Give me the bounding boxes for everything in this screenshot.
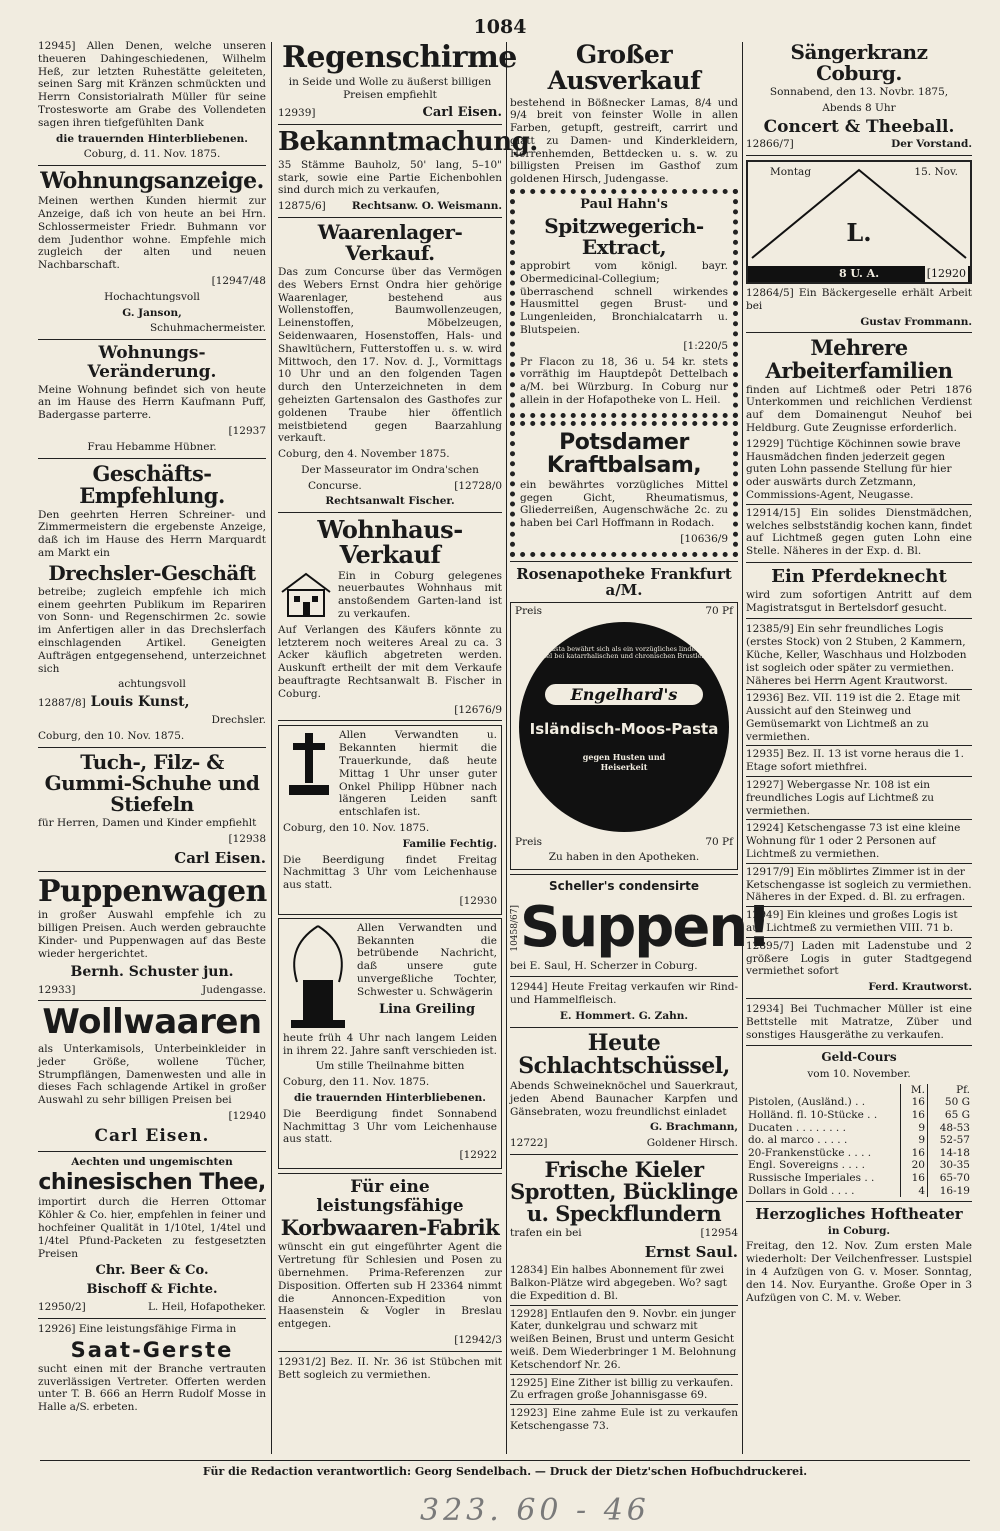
logis-ad-2: 12927] Webergasse Nr. 108 ist ein freundliches Logis auf Lichtmeß zu vermiethen. <box>746 779 972 820</box>
fleisch-sign: E. Hommert. G. Zahn. <box>559 1010 689 1023</box>
cours-table <box>746 1084 972 1197</box>
stube-text: 12931/2] Bez. II. Nr. 36 ist Stübchen mit Bett sogleich zu vermiethen. <box>278 1355 502 1381</box>
sprotten-text: trafen ein bei <box>510 1227 582 1240</box>
geschaeft-title: Geschäfts-Empfehlung. <box>79 460 225 508</box>
woll-title: Wollwaaren <box>42 1002 262 1043</box>
waaren-sign-3: Rechtsanwalt Fischer. <box>325 495 455 508</box>
page-number: 1084 <box>473 16 527 38</box>
geschaeft-sign: achtungsvoll <box>118 678 186 691</box>
pasta-price-label: Preis <box>515 604 543 617</box>
baecker-text: 12864/5] Ein Bäckergeselle erhält Arbeit bei <box>746 287 972 312</box>
divider <box>38 165 266 166</box>
schirme-ref: 12939] <box>278 106 316 119</box>
thee-title: chinesischen Thee, <box>38 1170 266 1196</box>
suppen-ref: 10458/67] <box>510 904 520 952</box>
l-time-bar <box>748 266 970 282</box>
divider <box>38 871 266 872</box>
moebl-zimmer-ad: 12917/9] Ein möblirtes Zimmer ist in der Ketschengasse ist sogleich zu vermiethen. Näheres in der Exped. d. Bl. zu erfragen. <box>746 866 972 907</box>
l-date: 15. Nov. <box>914 166 958 179</box>
divider <box>746 155 972 156</box>
l-ref: [12920 <box>926 267 966 281</box>
schirme-text: in Seide und Wolle zu äußerst billigen Preisen empfiehlt <box>288 76 492 101</box>
kleine-wohnung-ad: 12924] Ketschengasse 73 ist eine kleine Wohnung für 1 oder 2 Personen auf Lichtmeß zu vermiethen. <box>746 822 972 863</box>
tod1-burial: Die Beerdigung findet Freitag Nachmittag 3 Uhr vom Leichenhause aus statt. <box>283 853 497 892</box>
cours-col-pf: Pf. <box>928 1084 973 1097</box>
logis-ad-1: 12385/9] Ein sehr freundliches Logis (erstes Stock) von 2 Stuben, 2 Kammern, Küche, Keller, Waschhaus und Holzboden ist sogleich oder später zu vermiethen. Näheres bei Herrn Agent Krautworst. <box>746 623 972 690</box>
divider <box>746 332 972 333</box>
cours-cell-m: 4 <box>901 1185 928 1198</box>
cours-title: Geld-Cours <box>821 1050 897 1065</box>
tod2-burial: Die Beerdigung findet Sonnabend Nachmittag 3 Uhr vom Leichenhause aus statt. <box>283 1107 497 1146</box>
tod1-text: Allen Verwandten u. Bekannten hiermit die Trauerkunde, daß heute Mittag 1 Uhr unser guter Onkel Philipp Hübner nach längeren Leiden sanft entschlafen ist. <box>339 729 497 819</box>
logis-ad-3: 12949] Ein kleines und großes Logis ist auf Lichtmeß zu vermiethen VIII. 71 b. <box>746 909 972 938</box>
column-1 <box>38 40 266 1455</box>
cours-row <box>746 1185 972 1198</box>
hahn-box <box>510 189 738 418</box>
divider <box>278 512 502 513</box>
pasta-brand: Engelhard's <box>545 684 703 705</box>
pasta-sub: gegen Husten und Heiserkeit <box>582 751 666 772</box>
waaren-sign-2: Concurse. <box>308 479 362 492</box>
cours-row <box>746 1159 972 1172</box>
tod2-ref: [12922 <box>459 1149 497 1162</box>
knecht-title: Ein Pferdeknecht <box>771 565 947 587</box>
cours-cell-pf: 65-70 <box>928 1172 973 1185</box>
potsdamer-text: ein bewährtes vorzügliches Mittel gegen Gicht, Rheumatismus, Gliederreißen, Augenschwäche 2c. zu haben bei Carl Hoffmann in Rodach. <box>520 478 728 530</box>
divider <box>278 124 502 125</box>
cours-cell-pf: 52-57 <box>928 1134 973 1147</box>
sprotten-title: Frische Kieler Sprotten, Bücklinge u. Speckflundern <box>510 1157 738 1227</box>
divider <box>510 561 738 562</box>
tod1-sign: Familie Fechtig. <box>402 837 497 850</box>
veraenderung-sign: Frau Hebamme Hübner. <box>87 440 217 453</box>
wohnhaus-ref: [12676/9 <box>454 703 502 716</box>
kater-ad: 12928] Entlaufen den 9. Novbr. ein junger Kater, dunkelgrau und schwarz mit weißen Beinen, Brust und unterm Gesicht weiß. Dem Wiederbringer 1 M. Belohnung Ketschendorf Nr. 26. <box>510 1308 738 1375</box>
tod2-sign: die trauernden Hinterbliebenen. <box>294 1091 486 1104</box>
cours-cell-name: Holländ. fl. 10-Stücke . . <box>748 1109 878 1122</box>
tuch-title: Tuch-, Filz- & Gummi-Schuhe und Stiefeln <box>44 749 260 816</box>
etage-ad-2: 12935] Bez. II. 13 ist vorne heraus die 1. Etage sofort miethfrei. <box>746 748 972 777</box>
wohnung-ref: [12947/48 <box>211 275 266 288</box>
theater-text: Freitag, den 12. Nov. Zum ersten Male wiederholt: Der Veilchenfresser. Lustspiel in 4 Aufzügen von G. v. Moser. Sonntag, den 14. Nov. Euryanthe. Große Oper in 3 Aufzügen von C. M. v. Weber. <box>746 1240 972 1304</box>
veraenderung-text: Meine Wohnung befindet sich von heute an im Hause des Herrn Kaufmann Puff, Badergasse parterre. <box>38 383 266 422</box>
column-4 <box>746 40 972 1455</box>
korb-line-1: Für eine leistungsfähige <box>316 1176 464 1216</box>
l-letter: L. <box>846 218 872 248</box>
l-time: 8 U. A. <box>838 267 880 281</box>
death-notice-box-1 <box>278 725 502 914</box>
hahn-title-2: Spitzwegerich-Extract, <box>544 213 704 259</box>
schlacht-ref: 12722] <box>510 1137 548 1150</box>
sprotten-name: Ernst Saul. <box>644 1242 738 1261</box>
puppen-text: in großer Auswahl empfehle ich zu billigen Preisen. Auch werden gebrauchte Kinder- und Puppenwagen auf das Beste wieder hergerichtet. <box>38 909 266 960</box>
veraenderung-ref: [12937 <box>228 425 266 437</box>
cours-cell-m: 16 <box>901 1172 928 1185</box>
divider <box>278 1351 502 1352</box>
cours-row <box>746 1134 972 1147</box>
tod2-text-3: Um stille Theilnahme bitten <box>315 1060 465 1073</box>
death-notice-box-2 <box>278 918 502 1169</box>
cours-cell-m: 9 <box>901 1134 928 1147</box>
footer-imprint: Für die Redaction verantwortlich: Georg Sendelbach. — Druck der Dietz'schen Hofbuchdruckerei. <box>40 1460 970 1478</box>
tombstone-icon <box>283 922 353 1032</box>
waaren-date: Coburg, den 4. November 1875. <box>278 448 450 461</box>
divider <box>510 976 738 977</box>
tuch-text: für Herren, Damen und Kinder empfiehlt <box>38 816 257 829</box>
puppen-street: Judengasse. <box>202 983 266 996</box>
wohnung-title: Wohnungsanzeige. <box>40 168 264 195</box>
cours-row <box>746 1172 972 1185</box>
schirme-title: Regenschirme <box>282 40 517 76</box>
knecht-text: wird zum sofortigen Antritt auf dem Magistratsgut in Bertelsdorf gesucht. <box>746 588 972 614</box>
cours-cell-pf: 16-19 <box>928 1185 973 1198</box>
thee-sign-3: L. Heil, Hofapotheker. <box>147 1301 266 1314</box>
divider <box>38 1151 266 1152</box>
laden-sign: Ferd. Krautworst. <box>868 981 972 994</box>
thee-line-1: Aechten und ungemischten <box>71 1155 233 1168</box>
divider <box>510 874 738 875</box>
geschaeft-name: Louis Kunst, <box>90 694 190 711</box>
divider <box>38 339 266 340</box>
puppen-ref: 12933] <box>38 983 76 996</box>
cours-cell-pf: 48-53 <box>928 1122 973 1135</box>
cours-row <box>746 1109 972 1122</box>
divider <box>510 1154 738 1155</box>
tod2-date: Coburg, den 11. Nov. 1875. <box>283 1076 430 1089</box>
rosen-title: Rosenapotheke Frankfurt a/M. <box>516 564 732 600</box>
cours-cell-pf: 30-35 <box>928 1159 973 1172</box>
geschaeft-title-2: Drechsler-Geschäft <box>48 560 256 585</box>
saenger-title: Sängerkranz Coburg. <box>790 40 928 85</box>
divider <box>746 618 972 619</box>
cours-cell-m: 9 <box>901 1122 928 1135</box>
potsdamer-box <box>510 421 738 557</box>
geschaeft-text-1: Den geehrten Herren Schreiner- und Zimmermeistern die ergebenste Anzeige, daß ich im Hause des Herrn Marquardt am Markt ein <box>38 508 266 560</box>
cours-cell-name: Dollars in Gold . . . . <box>748 1184 855 1197</box>
wohnhaus-title: Wohnhaus-Verkauf <box>317 515 463 570</box>
divider <box>746 998 972 999</box>
cours-cell-m: 16 <box>901 1147 928 1160</box>
ausverkauf-text: bestehend in Bößnecker Lamas, 8/4 und 9/4 breit von feinster Wolle in allen Farben, getupft, gestreift, carrirt und glatt zu Damen- und Kinderkleidern, Herrenhemden, Bettdecken u. s. w. zu billigsten Preisen im Gasthof zum goldenen Hirsch, Judengasse. <box>510 96 738 186</box>
hahn-text-2: Pr Flacon zu 18, 36 u. 54 kr. stets vorräthig im Hauptdepôt Dettelbach a/M. bei Würzburg. In Coburg nur allein in der Hofapotheke von L. Heil. <box>520 355 728 406</box>
hahn-text: approbirt vom königl. bayr. Obermedicinal-Collegium; überraschend schnell wirkendes Hausmittel gegen Brust- und Lungenleiden, Bronchialcatarrh u. Blutspeien. <box>520 259 728 336</box>
cours-row <box>746 1122 972 1135</box>
woll-ref: [12940 <box>228 1110 266 1123</box>
abo-ad: 12834] Ein halbes Abonnement für zwei Balkon-Plätze wird abgegeben. Wo? sagt die Expedition d. Bl. <box>510 1264 738 1305</box>
cours-cell-name: Ducaten . . . . . . . . <box>748 1121 846 1134</box>
familien-text: finden auf Lichtmeß oder Petri 1876 Unterkommen und reichlichen Verdienst auf dem Domainengut Neuhof bei Heldburg. Gute Zeugnisse erforderlich. <box>746 383 972 434</box>
geschaeft-text-2: betreibe; zugleich empfehle ich mich einem geehrten Publikum im Repariren von Sonn- und Regenschirmen 2c. sowie im Anfertigen aller in das Drechslerfach einschlagenden Artikel. Geneigten Aufträgen entgegensehend, unterzeichnet sich <box>38 585 266 675</box>
bekannt-sign: Rechtsanw. O. Weismann. <box>351 200 502 213</box>
death-notice-sign: die trauernden Hinterbliebenen. <box>56 132 248 145</box>
koechin-ad: 12929] Tüchtige Köchinnen sowie brave Hausmädchen finden jederzeit gegen guten Lohn passende Stellung für hier oder auswärts durch Zetzmann, Commissions-Agent, Neugasse. <box>746 438 972 505</box>
column-rule <box>271 42 272 1454</box>
saenger-date: Sonnabend, den 13. Novbr. 1875, <box>769 86 949 98</box>
cours-cell-pf: 50 G <box>928 1096 973 1109</box>
l-notice-box <box>746 160 972 284</box>
wohnhaus-text-2: Auf Verlangen des Käufers könnte zu letzterem noch weiteres Areal zu ca. 3 Acker käuflich abgetreten werden. Auskunft ertheilt der mit dem Verkaufe beauftragte Rechtsanwalt B. Fischer in Coburg. <box>278 623 502 700</box>
thee-sign-2: Bischoff & Fichte. <box>86 1282 218 1298</box>
divider <box>38 747 266 748</box>
house-icon <box>278 570 334 618</box>
bekannt-text: 35 Stämme Bauholz, 50' lang, 5–10" stark, sowie eine Partie Eichenbohlen sind durch mich zu verkaufen, <box>278 158 502 197</box>
pencil-note: 323. 60 - 46 <box>420 1493 650 1528</box>
pasta-box <box>510 602 738 870</box>
pasta-where: Zu haben in den Apotheken. <box>548 851 700 864</box>
schlacht-title: Heute Schlachtschüssel, <box>518 1029 730 1079</box>
saat-title: Saat-Gerste <box>70 1337 234 1362</box>
hahn-title-1: Paul Hahn's <box>580 197 668 213</box>
thee-text: importirt durch die Herren Ottomar Köhler & Co. hier, empfehlen in feiner und hochfeiner Qualität in 1/10tel, 1/4tel und 1/4tel Pfund-Packeten zu festgesetzten Preisen <box>38 1196 266 1260</box>
saenger-time: Abends 8 Uhr <box>822 101 896 114</box>
cours-cell-name: Pistolen, (Ausländ.) . . <box>748 1096 866 1109</box>
l-day: Montag <box>770 166 812 179</box>
saat-text-1: 12926] Eine leistungsfähige Firma in <box>38 1322 237 1335</box>
pasta-ring-text: Die Pasta bewährt sich als ein vorzügliches linderndes Mittel bei katarrhalischen und chronischen Brustleiden <box>532 644 716 661</box>
cours-cell-name: Russische Imperiales . . <box>748 1172 875 1184</box>
fleisch-text: 12944] Heute Freitag verkaufen wir Rind- und Hammelfleisch. <box>510 981 738 1007</box>
wohnung-sign-2: G. Janson, <box>122 306 182 319</box>
korb-text: wünscht ein gut eingeführter Agent die Vertretung für Schlesien und Posen zu übernehmen. Prima-Referenzen zur Disposition. Offerten sub H 23364 nimmt die Annoncen-Expedition von Haasenstein & Vogler in Breslau entgegen. <box>278 1241 502 1331</box>
cours-row <box>746 1096 972 1109</box>
divider <box>278 217 502 218</box>
bett-ad: 12934] Bei Tuchmacher Müller ist eine Bettstelle mit Matratze, Züber und sonstiges Hausgeräthe zu verkaufen. <box>746 1003 972 1041</box>
ausverkauf-title: Großer Ausverkauf <box>547 40 701 96</box>
saenger-sign: Der Vorstand. <box>891 138 972 151</box>
veraenderung-title: Wohnungs-Veränderung. <box>87 343 217 382</box>
wohnung-sign-1: Hochachtungsvoll <box>104 290 200 303</box>
etage-ad: 12936] Bez. VII. 119 ist die 2. Etage mit Aussicht auf den Steinweg und Gemüsemarkt von Lichtmeß an zu vermiethen. <box>746 692 972 746</box>
theater-sub: in Coburg. <box>827 1224 891 1237</box>
cours-date: vom 10. November. <box>807 1068 911 1081</box>
divider <box>746 1201 972 1202</box>
pasta-name: Isländisch-Moos-Pasta <box>529 719 719 738</box>
waaren-text: Das zum Concurse über das Vermögen des Webers Ernst Ondra hier gehörige Waarenlager, bestehend aus Wollenstoffen, Baumwollenzeugen, Leinenstoffen, Möbelzeugen, Seidenwaaren, Hosenstoffen, Hals- und Shawltüchern, Futterstoffen u. s. w. wird Mittwoch, den 17. Nov. d. J., Vormittags 10 Uhr und an den folgenden Tagen durch den Unterzeichneten in dem geheizten Gartensalon des Gasthofes zur goldenen Traube hier öffentlich meistbietend gegen Baarzahlung verkauft. <box>278 265 502 445</box>
divider <box>278 1173 502 1174</box>
laden-ad: 12895/7] Laden mit Ladenstube und 2 größere Logis in guter Stadtgegend vermiethet sofort <box>746 939 972 978</box>
potsdamer-ref: [10636/9 <box>680 533 728 546</box>
tod2-name: Lina Greiling <box>378 1001 476 1017</box>
cross-icon <box>283 729 335 799</box>
puppen-name: Bernh. Schuster jun. <box>70 963 234 980</box>
cours-row <box>746 1147 972 1160</box>
familien-title: Mehrere Arbeiterfamilien <box>765 335 953 383</box>
pasta-price-label-2: Preis <box>515 835 543 848</box>
saat-text-2: sucht einen mit der Branche vertrauten zuverlässigen Vertreter. Offerten werden unter T. B. 666 an Herrn Rudolf Mosse in Halle a/S. erbeten. <box>38 1362 266 1414</box>
waaren-title: Waarenlager-Verkauf. <box>317 219 463 265</box>
tod1-ref: [12930 <box>459 894 497 907</box>
tod2-text-2: heute früh 4 Uhr nach langem Leiden in ihrem 22. Jahre sanft verschieden ist. <box>283 1031 497 1057</box>
saenger-ref: 12866/7] <box>746 138 794 151</box>
saenger-event: Concert & Theeball. <box>763 116 955 137</box>
tuch-sign: Carl Eisen. <box>174 848 266 867</box>
tod1-date: Coburg, den 10. Nov. 1875. <box>283 822 430 834</box>
divider <box>38 1318 266 1319</box>
cours-cell-m: 16 <box>901 1109 928 1122</box>
korb-title: Korbwaaren-Fabrik <box>280 1215 500 1241</box>
wohnung-sign-3: Schuhmachermeister. <box>149 322 266 335</box>
cours-cell-pf: 14-18 <box>928 1147 973 1160</box>
waaren-sign-1: Der Masseurator im Ondra'schen <box>301 463 479 476</box>
thee-ref: 12950/2] <box>38 1301 86 1314</box>
schirme-sign: Carl Eisen. <box>422 104 502 120</box>
wohnhaus-text-1: Ein in Coburg gelegenes neuerbautes Wohnhaus mit anstoßendem Garten-land ist zu verkaufen. <box>338 569 502 621</box>
thee-sign-1: Chr. Beer & Co. <box>95 1263 209 1279</box>
scheller-title: Scheller's condensirte <box>549 879 699 894</box>
geschaeft-date: Coburg, den 10. Nov. 1875. <box>38 730 185 743</box>
geschaeft-job: Drechsler. <box>211 714 266 727</box>
wohnung-text: Meinen werthen Kunden hiermit zur Anzeige, daß ich von heute an bei Hrn. Schlossermeister Friedr. Buhmann vor dem Judenthor wohne. Empfehle mich zugleich der alten und neuen Nachbarschaft. <box>38 195 266 272</box>
divider <box>510 1027 738 1028</box>
pasta-seal <box>519 622 729 832</box>
suppen-title: Suppen! <box>520 894 770 960</box>
potsdamer-title: Potsdamer Kraftbalsam, <box>546 429 702 478</box>
korb-ref: [12942/3 <box>454 1333 502 1346</box>
cours-cell-m: 20 <box>901 1159 928 1172</box>
divider <box>746 562 972 563</box>
divider <box>746 1045 972 1046</box>
pasta-price: 70 Pf <box>705 604 733 617</box>
woll-text: als Unterkamisols, Unterbeinkleider in jeder Größe, wollene Tücher, Strumpflängen, Damenwesten und alle in dieses Fach schlagende Artikel in großer Auswahl zu sehr billigen Preisen bei <box>38 1043 266 1107</box>
puppen-title: Puppenwagen <box>38 873 267 909</box>
column-rule <box>742 42 743 1454</box>
schlacht-place: Goldener Hirsch. <box>646 1137 738 1150</box>
cours-cell-pf: 65 G <box>928 1109 973 1122</box>
woll-sign: Carl Eisen. <box>94 1125 210 1146</box>
death-notice-date: Coburg, d. 11. Nov. 1875. <box>83 148 221 161</box>
death-notice: 12945] Allen Denen, welche unseren theueren Dahingeschiedenen, Wilhelm Heß, zur letzten Ruhestätte geleiteten, seinen Sarg mit Kränzen schmückten und Herrn Consistorialrath Müller für seine Trostesworte am Grabe des Vollendeten sagen ihren tiefgefühlten Dank <box>38 40 266 129</box>
divider <box>38 1000 266 1001</box>
cours-cell-name: Engl. Sovereigns . . . . <box>748 1159 866 1172</box>
divider <box>38 458 266 459</box>
schlacht-text: Abends Schweineknöchel und Sauerkraut, jeden Abend Baunacher Karpfen und Gänsebraten, wozu freundlichst einladet <box>510 1080 738 1118</box>
tuch-ref: [12938 <box>228 832 266 845</box>
baecker-sign: Gustav Frommann. <box>860 315 972 328</box>
column-rule <box>506 42 507 1454</box>
suppen-text: bei E. Saul, H. Scherzer in Coburg. <box>510 959 698 972</box>
schlacht-name: G. Brachmann, <box>650 1121 738 1134</box>
tod2-text: Allen Verwandten und Bekannten die betrübende Nachricht, daß unsere gute unvergeßliche Tochter, Schwester u. Schwägerin <box>357 921 497 998</box>
divider <box>278 720 502 721</box>
waaren-ref: [12728/0 <box>454 479 502 492</box>
bekannt-ref: 12875/6] <box>278 200 326 213</box>
cours-col-m: M. <box>901 1084 928 1097</box>
bekannt-title: Bekanntmachung. <box>278 127 538 158</box>
theater-title: Herzogliches Hoftheater <box>755 1205 963 1224</box>
geschaeft-ref: 12887/8] <box>38 697 86 710</box>
zither-ad: 12925] Eine Zither ist billig zu verkaufen. Zu erfragen große Johannisgasse 69. <box>510 1377 738 1406</box>
cours-cell-name: 20-Frankenstücke . . . . <box>748 1146 872 1159</box>
dienst-ad: 12914/15] Ein solides Dienstmädchen, welches selbstständig kochen kann, findet auf Lichtmeß gegen guten Lohn eine Stelle. Näheres in der Exp. d. Bl. <box>746 506 972 558</box>
cours-cell-m: 16 <box>901 1096 928 1109</box>
cours-cell-name: do. al marco . . . . . <box>748 1134 848 1147</box>
hahn-ref: [1:220/5 <box>683 339 728 352</box>
cours-header-row <box>746 1084 972 1097</box>
pasta-price-2: 70 Pf <box>705 835 733 848</box>
eule-ad: 12923] Eine zahme Eule ist zu verkaufen Ketschengasse 73. <box>510 1407 738 1433</box>
sprotten-ref: [12954 <box>700 1227 738 1240</box>
